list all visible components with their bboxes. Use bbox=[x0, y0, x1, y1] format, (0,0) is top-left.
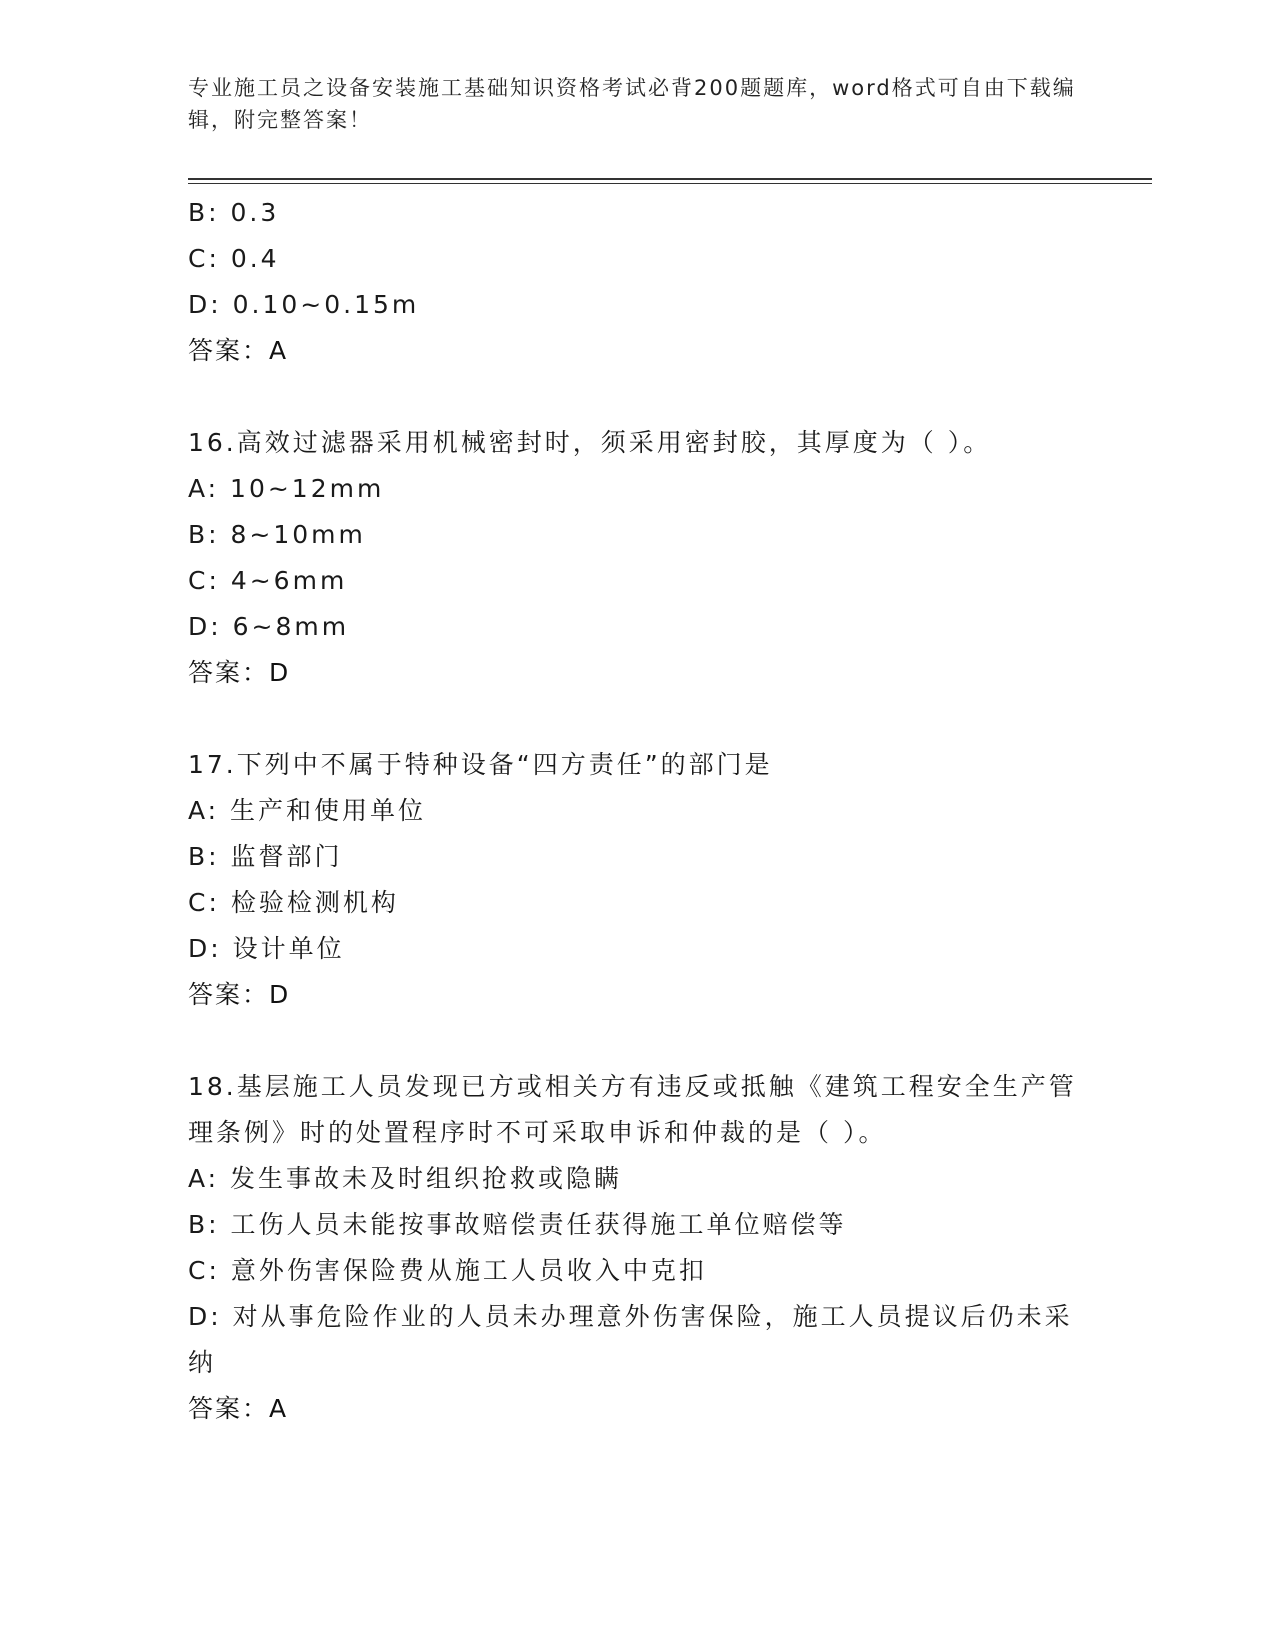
option-line: C: 0.4 bbox=[188, 244, 280, 273]
answer-line: 答案：D bbox=[188, 658, 291, 687]
question-text: 17.下列中不属于特种设备“四方责任”的部门是 bbox=[188, 750, 773, 779]
header-rule-thin bbox=[188, 183, 1152, 184]
option-line: B: 0.3 bbox=[188, 198, 280, 227]
header-rule-thick bbox=[188, 178, 1152, 180]
option-line: D: 6~8mm bbox=[188, 612, 350, 641]
option-line: D: 设计单位 bbox=[188, 934, 345, 963]
option-line: C: 检验检测机构 bbox=[188, 888, 399, 917]
answer-line: 答案：D bbox=[188, 980, 291, 1009]
question-16 bbox=[188, 420, 1088, 696]
question-content bbox=[188, 190, 1088, 1432]
option-line: C: 意外伤害保险费从施工人员收入中克扣 bbox=[188, 1256, 707, 1285]
document-header: 专业施工员之设备安装施工基础知识资格考试必背200题题库，word格式可自由下载编辑，附完整答案！ bbox=[188, 76, 1076, 132]
option-line: A: 10~12mm bbox=[188, 474, 385, 503]
question-text: 16.高效过滤器采用机械密封时，须采用密封胶，其厚度为（ ）。 bbox=[188, 428, 992, 457]
option-line: A: 生产和使用单位 bbox=[188, 796, 427, 825]
question-17 bbox=[188, 742, 1088, 1018]
question-18 bbox=[188, 1064, 1088, 1432]
answer-line: 答案：A bbox=[188, 1394, 289, 1423]
option-line: C: 4~6mm bbox=[188, 566, 348, 595]
spacer bbox=[188, 1018, 1088, 1064]
option-line: A: 发生事故未及时组织抢救或隐瞒 bbox=[188, 1164, 623, 1193]
spacer bbox=[188, 374, 1088, 420]
option-line: B: 8~10mm bbox=[188, 520, 366, 549]
option-line: D: 0.10~0.15m bbox=[188, 290, 420, 319]
option-line: B: 监督部门 bbox=[188, 842, 343, 871]
question-15-remainder bbox=[188, 190, 1088, 374]
option-line: B: 工伤人员未能按事故赔偿责任获得施工单位赔偿等 bbox=[188, 1210, 847, 1239]
question-text: 18.基层施工人员发现已方或相关方有违反或抵触《建筑工程安全生产管理条例》时的处置程序时不可采取申诉和仲裁的是（ ）。 bbox=[188, 1072, 1077, 1147]
spacer bbox=[188, 696, 1088, 742]
answer-line: 答案：A bbox=[188, 336, 289, 365]
option-line: D: 对从事危险作业的人员未办理意外伤害保险，施工人员提议后仍未采纳 bbox=[188, 1302, 1073, 1377]
